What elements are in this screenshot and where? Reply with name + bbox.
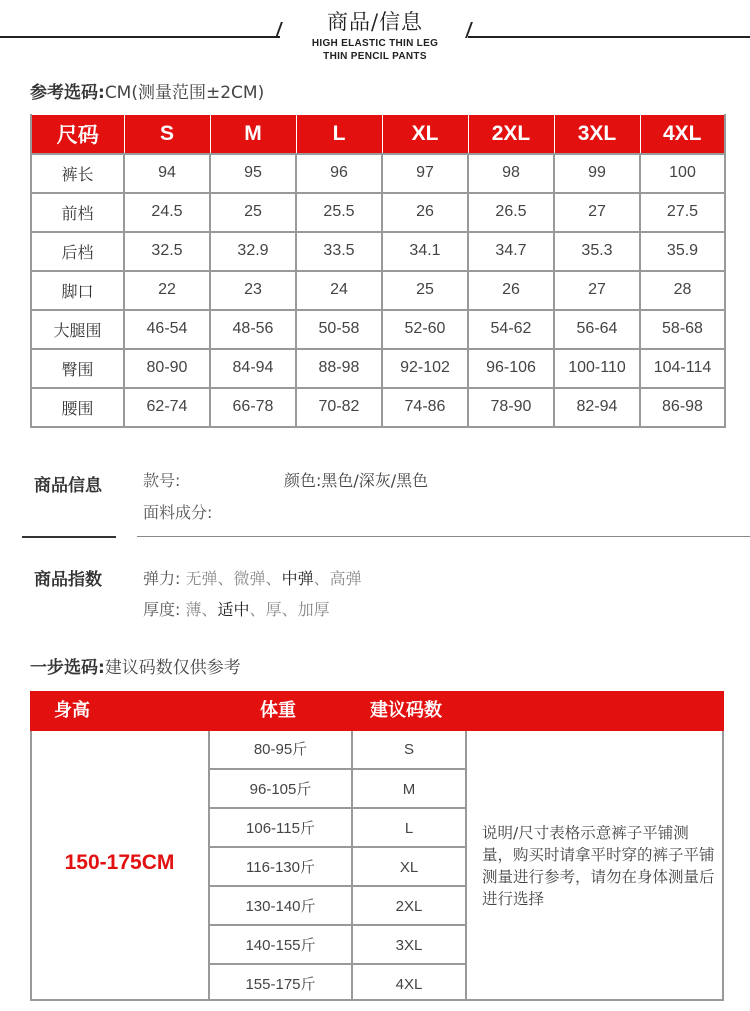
table-cell: 24 (296, 271, 382, 310)
weight-cell: 130-140斤 (245, 898, 316, 915)
table-cell: 32.5 (124, 232, 210, 271)
table-cell: 24.5 (124, 193, 210, 232)
table-cell: 48-56 (210, 310, 296, 349)
table-cell: 34.1 (382, 232, 468, 271)
table-cell: 84-94 (210, 349, 296, 388)
size-cell: S (403, 741, 414, 758)
table-row (31, 193, 725, 232)
row-label: 前档 (31, 193, 124, 232)
table-cell: 33.5 (296, 232, 382, 271)
product-info-rule-left (22, 536, 116, 538)
weight-cell: 106-115斤 (246, 820, 315, 837)
table-cell: 46-54 (124, 310, 210, 349)
elasticity-option: 高弹 (329, 569, 362, 588)
elasticity-option: 无弹 (185, 569, 218, 588)
table-cell: 27.5 (640, 193, 725, 232)
weight-cell: 116-130斤 (246, 859, 315, 876)
table-cell: 26 (468, 271, 554, 310)
table-cell: 66-78 (210, 388, 296, 427)
size-header-2xl: 2XL (468, 115, 554, 154)
step-select-label-bold: 一步选码: (30, 658, 105, 678)
table-cell: 80-90 (124, 349, 210, 388)
page-subtitle-line2: THIN PENCIL PANTS (323, 51, 427, 62)
row-label: 大腿围 (31, 310, 124, 349)
size-header-xl: XL (382, 115, 468, 154)
row-label: 裤长 (31, 154, 124, 193)
row-label: 腰围 (31, 388, 124, 427)
thickness-label: 厚度: (143, 600, 181, 619)
table-cell: 70-82 (296, 388, 382, 427)
size-header-s: S (124, 115, 210, 154)
table-cell: 97 (382, 154, 468, 193)
table-cell: 96 (296, 154, 382, 193)
header-rule-left (0, 36, 280, 38)
table-cell: 78-90 (468, 388, 554, 427)
size-cell: 3XL (395, 937, 423, 954)
weight-cell: 96-105斤 (249, 781, 312, 798)
weight-cell: 155-175斤 (245, 976, 316, 993)
table-cell: 25 (210, 193, 296, 232)
size-cell: 2XL (395, 898, 423, 915)
color-label: 颜色:黑色/深灰/黑色 (284, 471, 429, 490)
table-cell: 34.7 (468, 232, 554, 271)
table-cell: 52-60 (382, 310, 468, 349)
elasticity-option: 微弹 (233, 569, 266, 588)
table-cell: 26.5 (468, 193, 554, 232)
size-header-m: M (210, 115, 296, 154)
product-info-title: 商品信息 (34, 476, 102, 496)
fabric-label: 面料成分: (143, 503, 213, 522)
column-divider (465, 731, 467, 1001)
table-cell: 104-114 (640, 349, 725, 388)
weight-cell: 140-155斤 (245, 937, 316, 954)
header-rule-right (468, 36, 750, 38)
table-cell: 22 (124, 271, 210, 310)
table-cell: 82-94 (554, 388, 640, 427)
size-table-corner: 尺码 (31, 115, 124, 154)
thickness-row (143, 597, 330, 620)
header-size: 建议码数 (370, 700, 442, 721)
step-select-label-rest: 建议码数仅供参考 (104, 658, 241, 678)
separator: 、 (249, 600, 266, 619)
table-cell: 25 (382, 271, 468, 310)
table-cell: 88-98 (296, 349, 382, 388)
table-row (31, 232, 725, 271)
table-cell: 74-86 (382, 388, 468, 427)
size-cell: M (402, 781, 416, 798)
recommend-table-header (30, 691, 724, 731)
measurement-note: 说明/尺寸表格示意裤子平铺测量，购买时请拿平时穿的裤子平铺测量进行参考，请勿在身体测量后进行选择 (482, 824, 715, 908)
thickness-option: 厚 (265, 600, 282, 619)
elasticity-option-selected: 中弹 (281, 569, 314, 588)
table-cell: 99 (554, 154, 640, 193)
table-cell: 92-102 (382, 349, 468, 388)
table-cell: 25.5 (296, 193, 382, 232)
table-cell: 95 (210, 154, 296, 193)
table-cell: 100-110 (554, 349, 640, 388)
separator: 、 (265, 569, 282, 588)
table-cell: 35.9 (640, 232, 725, 271)
table-cell: 58-68 (640, 310, 725, 349)
height-range-value: 150-175CM (64, 851, 175, 874)
table-cell: 94 (124, 154, 210, 193)
row-label: 臀围 (31, 349, 124, 388)
table-cell: 26 (382, 193, 468, 232)
thickness-option-selected: 适中 (217, 600, 250, 619)
table-cell: 56-64 (554, 310, 640, 349)
table-cell: 86-98 (640, 388, 725, 427)
header-height: 身高 (54, 700, 90, 721)
header-weight: 体重 (260, 700, 296, 721)
size-reference-label-bold: 参考选码: (30, 83, 105, 103)
size-header-4xl: 4XL (640, 115, 725, 154)
thickness-option: 加厚 (297, 600, 330, 619)
page-subtitle-line1: HIGH ELASTIC THIN LEG (311, 38, 439, 49)
size-header-l: L (296, 115, 382, 154)
separator: 、 (201, 600, 218, 619)
row-label: 后档 (31, 232, 124, 271)
separator: 、 (313, 569, 330, 588)
separator: 、 (217, 569, 234, 588)
table-cell: 35.3 (554, 232, 640, 271)
elasticity-label: 弹力: (143, 569, 181, 588)
table-cell: 27 (554, 193, 640, 232)
weight-cell: 80-95斤 (253, 741, 308, 758)
elasticity-row (143, 566, 362, 589)
size-cell: XL (399, 859, 419, 876)
size-reference-label-rest: CM(测量范围±2CM) (104, 83, 265, 103)
table-cell: 28 (640, 271, 725, 310)
table-cell: 27 (554, 271, 640, 310)
table-cell: 50-58 (296, 310, 382, 349)
page-title: 商品/信息 (326, 10, 424, 34)
step-select-label (30, 653, 241, 678)
table-cell: 54-62 (468, 310, 554, 349)
table-row (31, 271, 725, 310)
table-row (31, 349, 725, 388)
product-index-title: 商品指数 (34, 570, 102, 590)
size-cell: 4XL (395, 976, 423, 993)
size-header-3xl: 3XL (554, 115, 640, 154)
size-reference-label (30, 78, 264, 103)
thickness-option: 薄 (185, 600, 202, 619)
row-label: 脚口 (31, 271, 124, 310)
table-row (31, 310, 725, 349)
size-table-header-row (31, 115, 725, 154)
size-table (30, 114, 726, 428)
style-number-label: 款号: (143, 471, 181, 490)
table-cell: 32.9 (210, 232, 296, 271)
product-info-rule-right (137, 536, 750, 537)
table-cell: 98 (468, 154, 554, 193)
table-row (31, 388, 725, 427)
table-cell: 23 (210, 271, 296, 310)
table-cell: 100 (640, 154, 725, 193)
table-cell: 62-74 (124, 388, 210, 427)
size-cell: L (404, 820, 414, 837)
table-row (31, 154, 725, 193)
separator: 、 (281, 600, 298, 619)
table-cell: 96-106 (468, 349, 554, 388)
